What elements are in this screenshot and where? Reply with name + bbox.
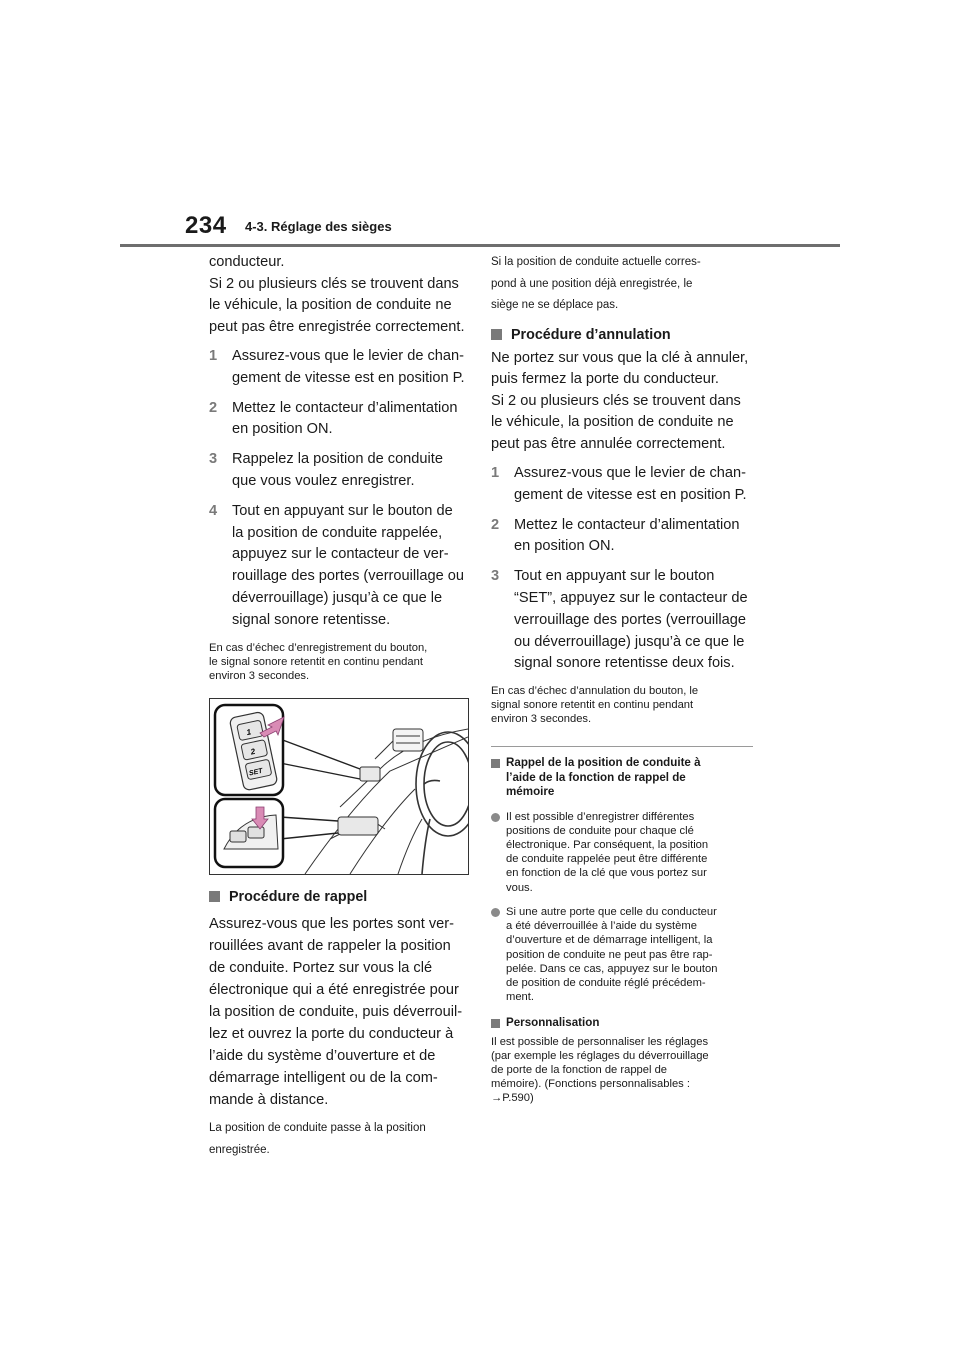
bullet-item: Il est possible d’enregistrer différentes positions de conduite pour chaque clé électronique. Par conséquent, la position de conduite rappelée peut être différente en fonction de la clé que vous portez sur vous.	[491, 810, 753, 895]
header-rule	[120, 244, 840, 247]
step-1: 1 Assurez-vous que le levier de chan- gement de vitesse est en position P.	[209, 346, 471, 390]
cancel-heading: Procédure d’annulation	[491, 325, 753, 345]
step-number: 1	[491, 465, 500, 481]
step-number: 2	[209, 399, 218, 416]
page-reference-link[interactable]: →P.590)	[491, 1091, 534, 1104]
section-divider	[491, 746, 753, 747]
square-bullet-icon	[491, 1019, 500, 1028]
step-number: 3	[491, 568, 500, 585]
step-2: 2 Mettez le contacteur d’alimentation en position ON.	[209, 398, 471, 442]
bullet-item: Si une autre porte que celle du conducteur a été déverrouillée à l’aide du système d’ouverture et de démarrage intelligent, la position de conduite ne peut pas être rap- pelée. Dans ce cas, appuyez sur le bouton de position de conduite réglé précédem- ment.	[491, 905, 753, 1004]
page-header	[0, 0, 960, 250]
step-number: 3	[209, 451, 218, 468]
square-bullet-icon	[491, 759, 500, 768]
square-bullet-icon	[491, 329, 502, 340]
page-number: 234	[185, 212, 227, 239]
cancel-step-2: 2 Mettez le contacteur d’alimentation en position ON.	[491, 515, 753, 559]
right-column	[491, 252, 753, 1105]
top-note: Si la position de conduite actuelle corres- pond à une position déjà enregistrée, le siège ne se déplace pas.	[491, 256, 701, 311]
cancel-step-3: 3 Tout en appuyant sur le bouton “SET”, appuyez sur le contacteur de verrouillage des portes (verrouillage ou déverrouillage) jusqu’à ce que le signal sonore retentisse deux fois.	[491, 566, 753, 675]
step-number: 2	[491, 516, 500, 533]
set-button-label: SET	[248, 767, 264, 777]
step-number: 1	[209, 348, 218, 364]
cancel-note: En cas d’échec d’annulation du bouton, le signal sonore retentit en continu pendant environ 3 secondes.	[491, 685, 699, 726]
button-2-label: 2	[249, 746, 256, 757]
round-bullet-icon	[491, 813, 500, 822]
step-3: 3 Rappelez la position de conduite que vous voulez enregistrer.	[209, 449, 471, 493]
left-column	[209, 252, 471, 1161]
customization-text: Il est possible de personnaliser les réglages (par exemple les réglages du déverrouillage de porte de la fonction de rappel de mémoire). (Fonctions personnalisables : →P.590)	[491, 1035, 753, 1105]
step-4: 4 Tout en appuyant sur le bouton de la position de conduite rappelée, appuyez sur le contacteur de ver- rouillage des portes (verrouillage ou déverrouillage) jusqu’à ce que le signal sonore retentisse.	[209, 501, 471, 632]
button-1-label: 1	[245, 726, 252, 737]
recall-note: La position de conduite passe à la position enregistrée.	[209, 1121, 426, 1156]
recall-paragraph: Assurez-vous que les portes sont ver- rouillées avant de rappeler la position de conduite. Portez sur vous la clé électronique qui a été enregistrée pour la position de conduite, puis déverrouil- lez et ouvrez la porte du conducteur à l’aide du système d’ouverture et de démarrage intelligent ou de la com- mande à distance.	[209, 915, 463, 1108]
registration-note: En cas d’échec d’enregistrement du bouton, le signal sonore retentit en continu pendant environ 3 secondes.	[209, 641, 428, 682]
recall-heading: Procédure de rappel	[209, 887, 471, 907]
customization-heading: Personnalisation	[491, 1016, 753, 1031]
memory-switch-illustration	[209, 698, 469, 875]
cancel-paragraph: Ne portez sur vous que la clé à annuler, puis fermez la porte du conducteur. Si 2 ou plusieurs clés se trouvent dans le véhicule, la position de conduite ne peut pas être annulée correctement.	[491, 349, 749, 452]
step-number: 4	[209, 502, 218, 519]
intro-paragraph: conducteur. Si 2 ou plusieurs clés se trouvent dans le véhicule, la position de conduite ne peut pas être enregistrée correctement.	[209, 254, 465, 335]
memory-recall-heading: Rappel de la position de conduite à l’aide de la fonction de rappel de mémoire	[491, 756, 753, 800]
cancel-step-1: 1 Assurez-vous que le levier de chan- gement de vitesse est en position P.	[491, 463, 753, 507]
illustration-svg	[210, 699, 468, 874]
round-bullet-icon	[491, 908, 500, 917]
square-bullet-icon	[209, 891, 220, 902]
section-title: 4-3. Réglage des sièges	[245, 219, 392, 234]
